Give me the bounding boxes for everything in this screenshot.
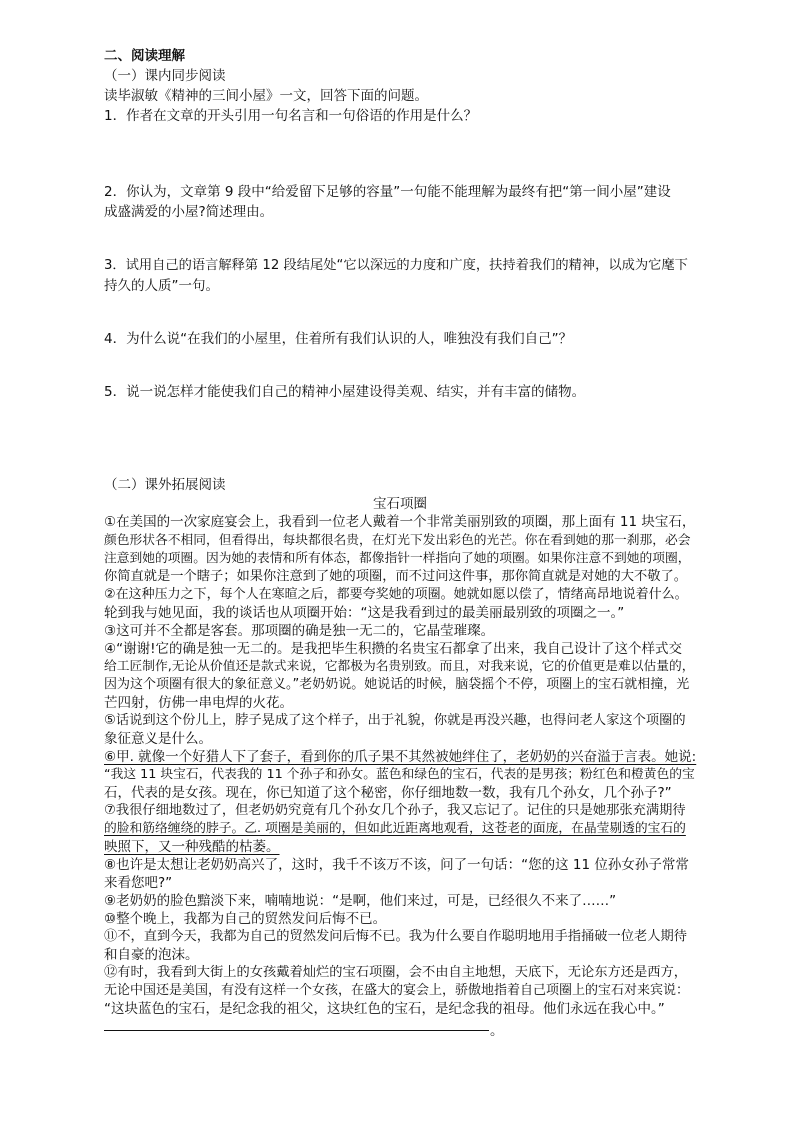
- para-line-10: 因为这个项圈有很大的象征意义。”老奶奶说。她说话的时候，脑袋摇个不停，项圈上的宝石就相撞，光: [104, 677, 690, 692]
- answer-blank-end-mark: 。: [490, 1023, 504, 1039]
- para-line-18-underlined: 的脸和筋络缠绕的脖子。乙. 项圈是美丽的，但如此近距离地观看，这苍老的面庞，在晶莹剔透的宝石的: [104, 821, 686, 836]
- question-2-line-2: 成盛满爱的小屋?简述理由。: [104, 204, 274, 220]
- question-2-line-1: 2．你认为，文章第 9 段中“给爱留下足够的容量”一句能不能理解为最终有把“第一间小屋”建设: [104, 184, 671, 200]
- para-line-20: ⑧也许是太想让老奶奶高兴了，这时，我千不该万不该，问了一句话：“您的这 11 位孙女孙子常常: [104, 857, 689, 873]
- para-line-22: ⑨老奶奶的脸色黯淡下来，喃喃地说：“是啊，他们来过，可是，已经很久不来了……”: [104, 893, 617, 909]
- para-line-9: 给工匠制作,无论从价值还是款式来说，它都极为名贵别致。而且，对我来说，它的价值更是难以估量的，: [104, 659, 695, 674]
- article-title: 宝石项圈: [373, 496, 427, 512]
- part2-heading: （二）课外拓展阅读: [104, 477, 226, 493]
- para-line-11: 芒四射，仿佛一串电焊的火花。: [104, 695, 293, 711]
- question-1: 1．作者在文章的开头引用一句名言和一句俗语的作用是什么？: [104, 108, 478, 124]
- para-line-3: 注意到她的项圈。因为她的表情和所有体态，都像指针一样指向了她的项圈。如果你注意不到她的项圈，: [104, 551, 691, 566]
- para-line-19-underlined: 映照下，又一种残酷的枯萎。: [104, 839, 280, 855]
- para-line-24: ⑪不，直到今天，我都为自己的贸然发问后悔不已。我为什么要自作聪明地用手指捅破一位老人期待: [104, 929, 688, 944]
- para-line-12: ⑤话说到这个份儿上，脖子晃成了这个样子，出于礼貌，你就是再没兴趣，也得问老人家这个项圈的: [104, 713, 686, 728]
- para-line-25: 和自豪的泡沫。: [104, 947, 199, 963]
- para-line-13: 象征意义是什么。: [104, 731, 212, 747]
- para-line-21: 来看您吧?”: [104, 875, 173, 891]
- section-title: 二、阅读理解: [104, 48, 185, 64]
- para-line-4: 你简直就是一个瞎子；如果你注意到了她的项圈，而不过问这件事，那你简直就是对她的大不敬了。: [104, 569, 688, 584]
- para-line-27: 无论中国还是美国，有没有这样一个女孩，在盛大的宴会上，骄傲地指着自己项圈上的宝石对来宾说：: [104, 983, 690, 998]
- para-line-7: ③这可并不全都是客套。那项圈的确是独一无二的，它晶莹璀璨。: [104, 623, 495, 639]
- para-line-8: ④“谢谢!它的确是独一无二的。是我把毕生积攒的名贵宝石都拿了出来，我自己设计了这个样式交: [104, 641, 683, 657]
- answer-blank-line: [104, 1030, 489, 1031]
- para-line-28: “这块蓝色的宝石，是纪念我的祖父，这块红色的宝石，是纪念我的祖母。他们永远在我心中。”: [104, 1001, 665, 1017]
- para-line-17: ⑦我很仔细地数过了，但老奶奶究竟有几个孙女几个孙子，我又忘记了。记住的只是她那张充满期待: [104, 803, 686, 818]
- question-3-line-1: 3．试用自己的语言解释第 12 段结尾处“它以深远的力度和广度，扶持着我们的精神，以成为它麾下: [104, 258, 688, 273]
- part1-heading: （一）课内同步阅读: [104, 68, 226, 84]
- question-3-line-2: 持久的人质”一句。: [104, 278, 219, 294]
- para-line-2: 颜色形状各不相同，但看得出，每块都很名贵，在灯光下发出彩色的光芒。你在看到她的那一刹那，必会: [104, 533, 691, 548]
- para-line-1: ①在美国的一次家庭宴会上，我看到一位老人戴着一个非常美丽别致的项圈，那上面有 11 块宝石，: [104, 514, 696, 530]
- question-4: 4．为什么说“在我们的小屋里，住着所有我们认识的人，唯独没有我们自己”？: [104, 331, 573, 347]
- para-line-14-underlined: ⑥甲. 就像一个好猎人下了套子，看到你的爪子果不其然被她绊住了，老奶奶的兴奋溢于言表。她说:: [104, 749, 697, 765]
- para-line-5: ②在这种压力之下，每个人在寒暄之后，都要夸奖她的项圈。她就如愿以偿了，情绪高昂地说着什么。: [104, 587, 688, 602]
- para-line-16: 石，代表的是女孩。现在，你已知道了这个秘密，你仔细地数一数，我有几个孙女，几个孙子?”: [104, 785, 672, 801]
- para-line-26: ⑫有时，我看到大街上的女孩戴着灿烂的宝石项圈，会不由自主地想，天底下，无论东方还是西方，: [104, 965, 688, 980]
- para-line-6: 轮到我与她见面，我的谈话也从项圈开始：“这是我看到过的最美丽最别致的项圈之一。”: [104, 605, 625, 621]
- question-5: 5．说一说怎样才能使我们自己的精神小屋建设得美观、结实，并有丰富的储物。: [104, 384, 586, 400]
- para-line-23: ⑩整个晚上，我都为自己的贸然发问后悔不已。: [104, 911, 387, 927]
- para-line-15: “我这 11 块宝石，代表我的 11 个孙子和孙女。蓝色和绿色的宝石，代表的是男孩；粉红色和橙黄色的宝: [104, 767, 695, 782]
- part1-instruction: 读毕淑敏《精神的三间小屋》一文，回答下面的问题。: [104, 88, 428, 104]
